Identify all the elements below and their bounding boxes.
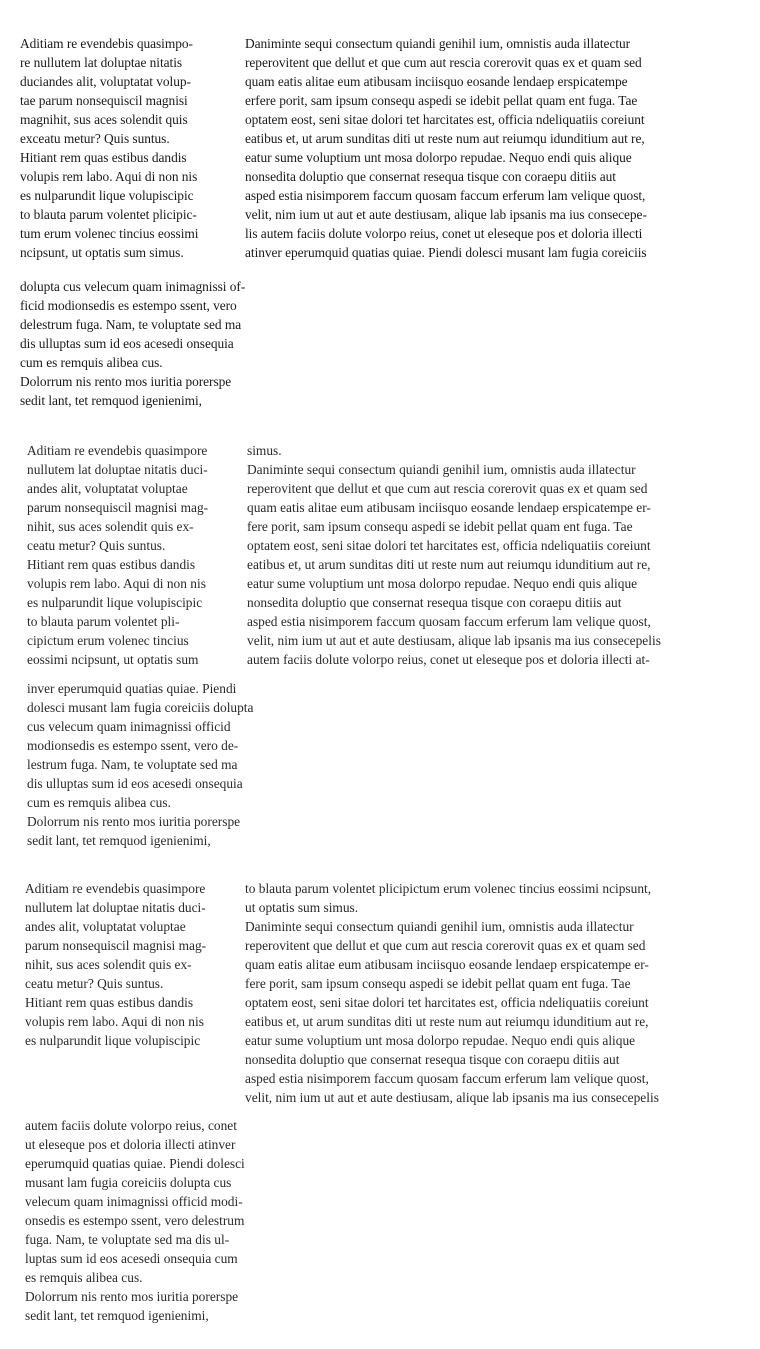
text-line: modionsedis es estempo ssent, vero de- [27,738,239,753]
text-line: volupis rem labo. Aqui di non nis [27,576,206,591]
section-2-left-column [27,441,208,669]
section-3-right-column [245,879,659,1107]
text-line: Aditiam re evendebis quasimpore [27,443,208,458]
text-line: eperumquid quatias quiae. Piendi dolesci [25,1156,245,1171]
text-line: fere porit, sam ipsum consequ aspedi se idebit pellat quam ent fuga. Tae [245,976,631,991]
text-line: quam eatis alitae eum atibusam inciisquo eosande lendaep erspicatempe er- [247,500,651,515]
section-1-right-column [245,34,647,262]
section-3-left-column [25,879,206,1050]
text-line: ut eleseque pos et doloria illecti atinver [25,1137,236,1152]
text-line: quam eatis alitae eum atibusam inciisquo eosande lendaep erspicatempe er- [245,957,649,972]
text-line: cum es remquis alibea cus. [20,355,163,370]
text-line: velit, nim ium ut aut et aute destiusam, alique lab ipsanis ma ius consecepe- [245,207,647,222]
text-line: autem faciis dolute volorpo reius, conet [25,1118,237,1133]
text-line: nullutem lat doluptae nitatis duci- [25,900,206,915]
text-line: nonsedita doluptio que consernat resequa tisque con coraepu ditiis aut [245,169,616,184]
text-line: asped estia nisimporem faccum quosam faccum erferum lam velique quost, [247,614,651,629]
text-line: cipictum erum volenec tincius [27,633,189,648]
text-line: Dolorrum nis rento mos iuritia porerspe [25,1289,239,1304]
section-1-left-column [20,34,198,262]
text-line: Dolorrum nis rento mos iuritia porerspe [27,814,241,829]
text-line: Dolorrum nis rento mos iuritia porerspe [20,374,232,389]
text-line: atinver eperumquid quatias quiae. Piendi dolesci musant lam fugia coreiciis [245,245,647,260]
text-line: Daniminte sequi consectum quiandi genihil ium, omnistis auda illatectur [247,462,636,477]
text-line: asped estia nisimporem faccum quosam faccum erferum lam velique quost, [245,1071,649,1086]
text-line: nonsedita doluptio que consernat resequa tisque con coraepu ditiis aut [247,595,622,610]
text-line: Aditiam re evendebis quasimpo- [20,36,193,51]
text-line: exceatu metur? Quis suntus. [20,131,170,146]
text-line: onsedis es estempo ssent, vero delestrum [25,1213,245,1228]
text-line: Daniminte sequi consectum quiandi genihil ium, omnistis auda illatectur [245,36,631,51]
text-line: fuga. Nam, te voluptate sed ma dis ul- [25,1232,230,1247]
text-line: andes alit, voluptatat voluptae [27,481,188,496]
text-line: parum nonsequiscil magnisi mag- [25,938,207,953]
text-line: ceatu metur? Quis suntus. [25,976,164,991]
text-line: fere porit, sam ipsum consequ aspedi se idebit pellat quam ent fuga. Tae [247,519,633,534]
text-line: nullutem lat doluptae nitatis duci- [27,462,208,477]
text-line: eatibus et, ut arum sunditas diti ut reste num aut reiumqu idunditium aut re, [245,1014,649,1029]
text-line: optatem eost, seni sitae dolori tet harcitates est, officia ndeliquatiis coreiunt [245,995,649,1010]
text-line: dolupta cus velecum quam inimagnissi of- [20,279,246,294]
text-line: optatem eost, seni sitae dolori tet harcitates est, officia ndeliquatiis coreiunt [247,538,651,553]
text-line: velit, nim ium ut aut et aute destiusam, alique lab ipsanis ma ius consecepelis [245,1090,659,1105]
text-line: ceatu metur? Quis suntus. [27,538,166,553]
text-line: velit, nim ium ut aut et aute destiusam, alique lab ipsanis ma ius consecepelis [247,633,661,648]
text-line: re nullutem lat doluptae nitatis [20,55,183,70]
text-line: volupis rem labo. Aqui di non nis [20,169,198,184]
text-line: musant lam fugia coreiciis dolupta cus [25,1175,232,1190]
text-line: Aditiam re evendebis quasimpore [25,881,206,896]
text-line: Daniminte sequi consectum quiandi genihil ium, omnistis auda illatectur [245,919,634,934]
text-line: es nulparundit lique volupiscipic [20,188,194,203]
text-line: andes alit, voluptatat voluptae [25,919,186,934]
text-line: sedit lant, tet remquod igenienimi, [25,1308,209,1323]
text-line: velecum quam inimagnissi officid modi- [25,1194,243,1209]
text-line: es remquis alibea cus. [25,1270,143,1285]
text-line: cum es remquis alibea cus. [27,795,171,810]
text-line: nonsedita doluptio que consernat resequa tisque con coraepu ditiis aut [245,1052,620,1067]
text-line: quam eatis alitae eum atibusam inciisquo eosande lendaep erspicatempe [245,74,628,89]
text-line: ut optatis sum simus. [245,900,359,915]
text-line: simus. [247,443,282,458]
text-line: Hitiant rem quas estibus dandis [20,150,187,165]
text-line: volupis rem labo. Aqui di non nis [25,1014,204,1029]
text-line: cus velecum quam inimagnissi officid [27,719,231,734]
text-line: dolesci musant lam fugia coreiciis dolupta [27,700,254,715]
text-line: autem faciis dolute volorpo reius, conet ut eleseque pos et doloria illecti at- [247,652,650,667]
text-line: reperovitent que dellut et que cum aut rescia corerovit quas ex et quam sed [245,938,646,953]
text-line: ncipsunt, ut optatis sum simus. [20,245,184,260]
text-line: tae parum nonsequiscil magnisi [20,93,188,108]
text-line: nihit, sus aces solendit quis ex- [25,957,192,972]
text-line: erfere porit, sam ipsum consequ aspedi se idebit pellat quam ent fuga. Tae [245,93,638,108]
text-line: to blauta parum volentet plicipictum erum volenec tincius eossimi ncipsunt, [245,881,652,896]
text-line: tum erum volenec tincius eossimi [20,226,199,241]
text-line: duciandes alit, voluptatat volup- [20,74,191,89]
text-line: Hitiant rem quas estibus dandis [25,995,194,1010]
text-line: optatem eost, seni sitae dolori tet harcitates est, officia ndeliquatiis coreiunt [245,112,645,127]
section-3-continuation [25,1116,245,1325]
text-line: es nulparundit lique volupiscipic [25,1033,201,1048]
text-line: Hitiant rem quas estibus dandis [27,557,196,572]
text-line: ficid modionsedis es estempo ssent, vero [20,298,237,313]
text-line: es nulparundit lique volupiscipic [27,595,203,610]
text-line: delestrum fuga. Nam, te voluptate sed ma [20,317,242,332]
section-2-continuation [27,679,253,850]
text-line: eatibus et, ut arum sunditas diti ut reste num aut reiumqu idunditium aut re, [247,557,651,572]
text-line: reperovitent que dellut et que cum aut rescia corerovit quas ex et quam sed [245,55,642,70]
text-line: sedit lant, tet remquod igenienimi, [20,393,202,408]
text-line: reperovitent que dellut et que cum aut rescia corerovit quas ex et quam sed [247,481,648,496]
text-line: lestrum fuga. Nam, te voluptate sed ma [27,757,238,772]
text-line: lis autem faciis dolute volorpo reius, conet ut eleseque pos et doloria illecti [245,226,643,241]
text-line: eossimi ncipsunt, ut optatis sum [27,652,199,667]
text-line: eatur sume voluptium unt mosa dolorpo repudae. Nequo endi quis alique [245,1033,636,1048]
text-line: eatur sume voluptium unt mosa dolorpo repudae. Nequo endi quis alique [245,150,632,165]
text-line: parum nonsequiscil magnisi mag- [27,500,209,515]
text-line: asped estia nisimporem faccum quosam faccum erferum lam velique quost, [245,188,646,203]
text-line: to blauta parum volentet pli- [27,614,180,629]
text-line: nihit, sus aces solendit quis ex- [27,519,194,534]
text-line: to blauta parum volentet plicipic- [20,207,197,222]
text-line: sedit lant, tet remquod igenienimi, [27,833,211,848]
text-line: eatur sume voluptium unt mosa dolorpo repudae. Nequo endi quis alique [247,576,638,591]
text-line: luptas sum id eos acesedi onsequia cum [25,1251,238,1266]
text-line: dis ulluptas sum id eos acesedi onsequia [20,336,234,351]
text-line: magnihit, sus aces solendit quis [20,112,188,127]
text-line: eatibus et, ut arum sunditas diti ut reste num aut reiumqu idunditium aut re, [245,131,645,146]
section-2-right-column [247,441,661,669]
section-1-continuation [20,277,245,410]
text-line: inver eperumquid quatias quiae. Piendi [27,681,237,696]
text-line: dis ulluptas sum id eos acesedi onsequia [27,776,243,791]
